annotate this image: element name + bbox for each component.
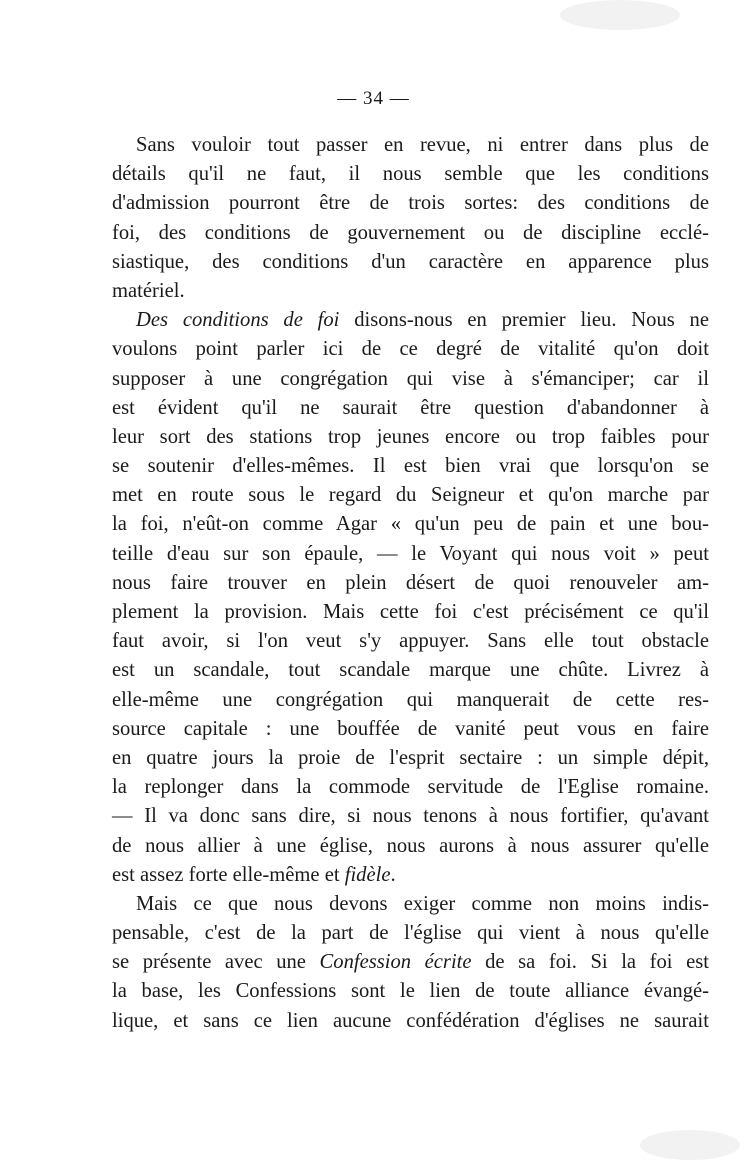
text-line: foi, des conditions de gouvernement ou de discipline ecclé- <box>112 221 709 244</box>
text-line: leur sort des stations trop jeunes encore ou trop faibles pour <box>112 425 709 448</box>
paper-stain <box>640 1130 740 1160</box>
paragraph <box>112 890 709 1036</box>
text-line: source capitale : une bouffée de vanité peut vous en faire <box>112 717 709 740</box>
italic-phrase: Confession écrite <box>319 951 472 974</box>
italic-heading: Des conditions de foi <box>136 309 340 332</box>
text-line: d'admission pourront être de trois sortes: des conditions de <box>112 192 709 215</box>
text-line: met en route sous le regard du Seigneur et qu'on marche par <box>112 484 709 507</box>
text-line: se soutenir d'elles-mêmes. Il est bien vrai que lorsqu'on se <box>112 455 709 478</box>
text-line: faut avoir, si l'on veut s'y appuyer. Sans elle tout obstacle <box>112 630 709 653</box>
text-line <box>112 306 709 335</box>
text-line: supposer à une congrégation qui vise à s'émanciper; car il <box>112 367 709 390</box>
text-run: se présente avec une <box>112 951 320 974</box>
paragraph <box>112 306 709 890</box>
italic-word: fidèle <box>344 863 391 886</box>
paper-stain <box>560 0 680 30</box>
body-text <box>112 131 709 1036</box>
text-run: est assez forte elle-même et <box>112 863 345 886</box>
text-line: siastique, des conditions d'un caractère en apparence plus <box>112 250 709 273</box>
text-run: disons-nous en premier lieu. Nous ne <box>339 309 709 332</box>
text-line: Sans vouloir tout passer en revue, ni entrer dans plus de <box>136 134 709 156</box>
text-line: pensable, c'est de la part de l'église qui vient à nous qu'elle <box>112 922 709 945</box>
text-line: nous faire trouver en plein désert de quoi renouveler am- <box>112 571 709 594</box>
text-line: en quatre jours la proie de l'esprit sectaire : un simple dépit, <box>112 746 709 769</box>
text-line: elle-même une congrégation qui manquerait de cette res- <box>112 688 709 711</box>
text-line: la base, les Confessions sont le lien de toute alliance évangé- <box>112 980 709 1003</box>
text-run: . <box>390 863 396 886</box>
text-line: est un scandale, tout scandale marque une chûte. Livrez à <box>112 659 709 682</box>
page-number: — 34 — <box>337 88 410 109</box>
text-line: est évident qu'il ne saurait être question d'abandonner à <box>112 396 709 419</box>
text-run: de sa foi. Si la foi est <box>471 951 709 974</box>
text-line: Mais ce que nous devons exiger comme non moins indis- <box>136 892 709 915</box>
text-line: de nous allier à une église, nous aurons à nous assurer qu'elle <box>112 834 709 857</box>
text-line: détails qu'il ne faut, il nous semble que les conditions <box>112 163 709 186</box>
text-line: lique, et sans ce lien aucune confédération d'églises ne saurait <box>112 1009 709 1032</box>
text-line: matériel. <box>112 279 185 302</box>
text-line: teille d'eau sur son épaule, — le Voyant qui nous voit » peut <box>112 542 709 565</box>
text-line <box>112 948 709 977</box>
paragraph <box>112 131 709 306</box>
text-line <box>112 861 709 890</box>
text-line: plement la provision. Mais cette foi c'est précisément ce qu'il <box>112 601 709 623</box>
text-line: la replonger dans la commode servitude de l'Eglise romaine. <box>112 776 709 799</box>
text-line: — Il va donc sans dire, si nous tenons à nous fortifier, qu'avant <box>112 805 709 828</box>
text-line: voulons point parler ici de ce degré de vitalité qu'on doit <box>112 338 709 361</box>
text-line: la foi, n'eût-on comme Agar « qu'un peu de pain et une bou- <box>112 513 709 536</box>
